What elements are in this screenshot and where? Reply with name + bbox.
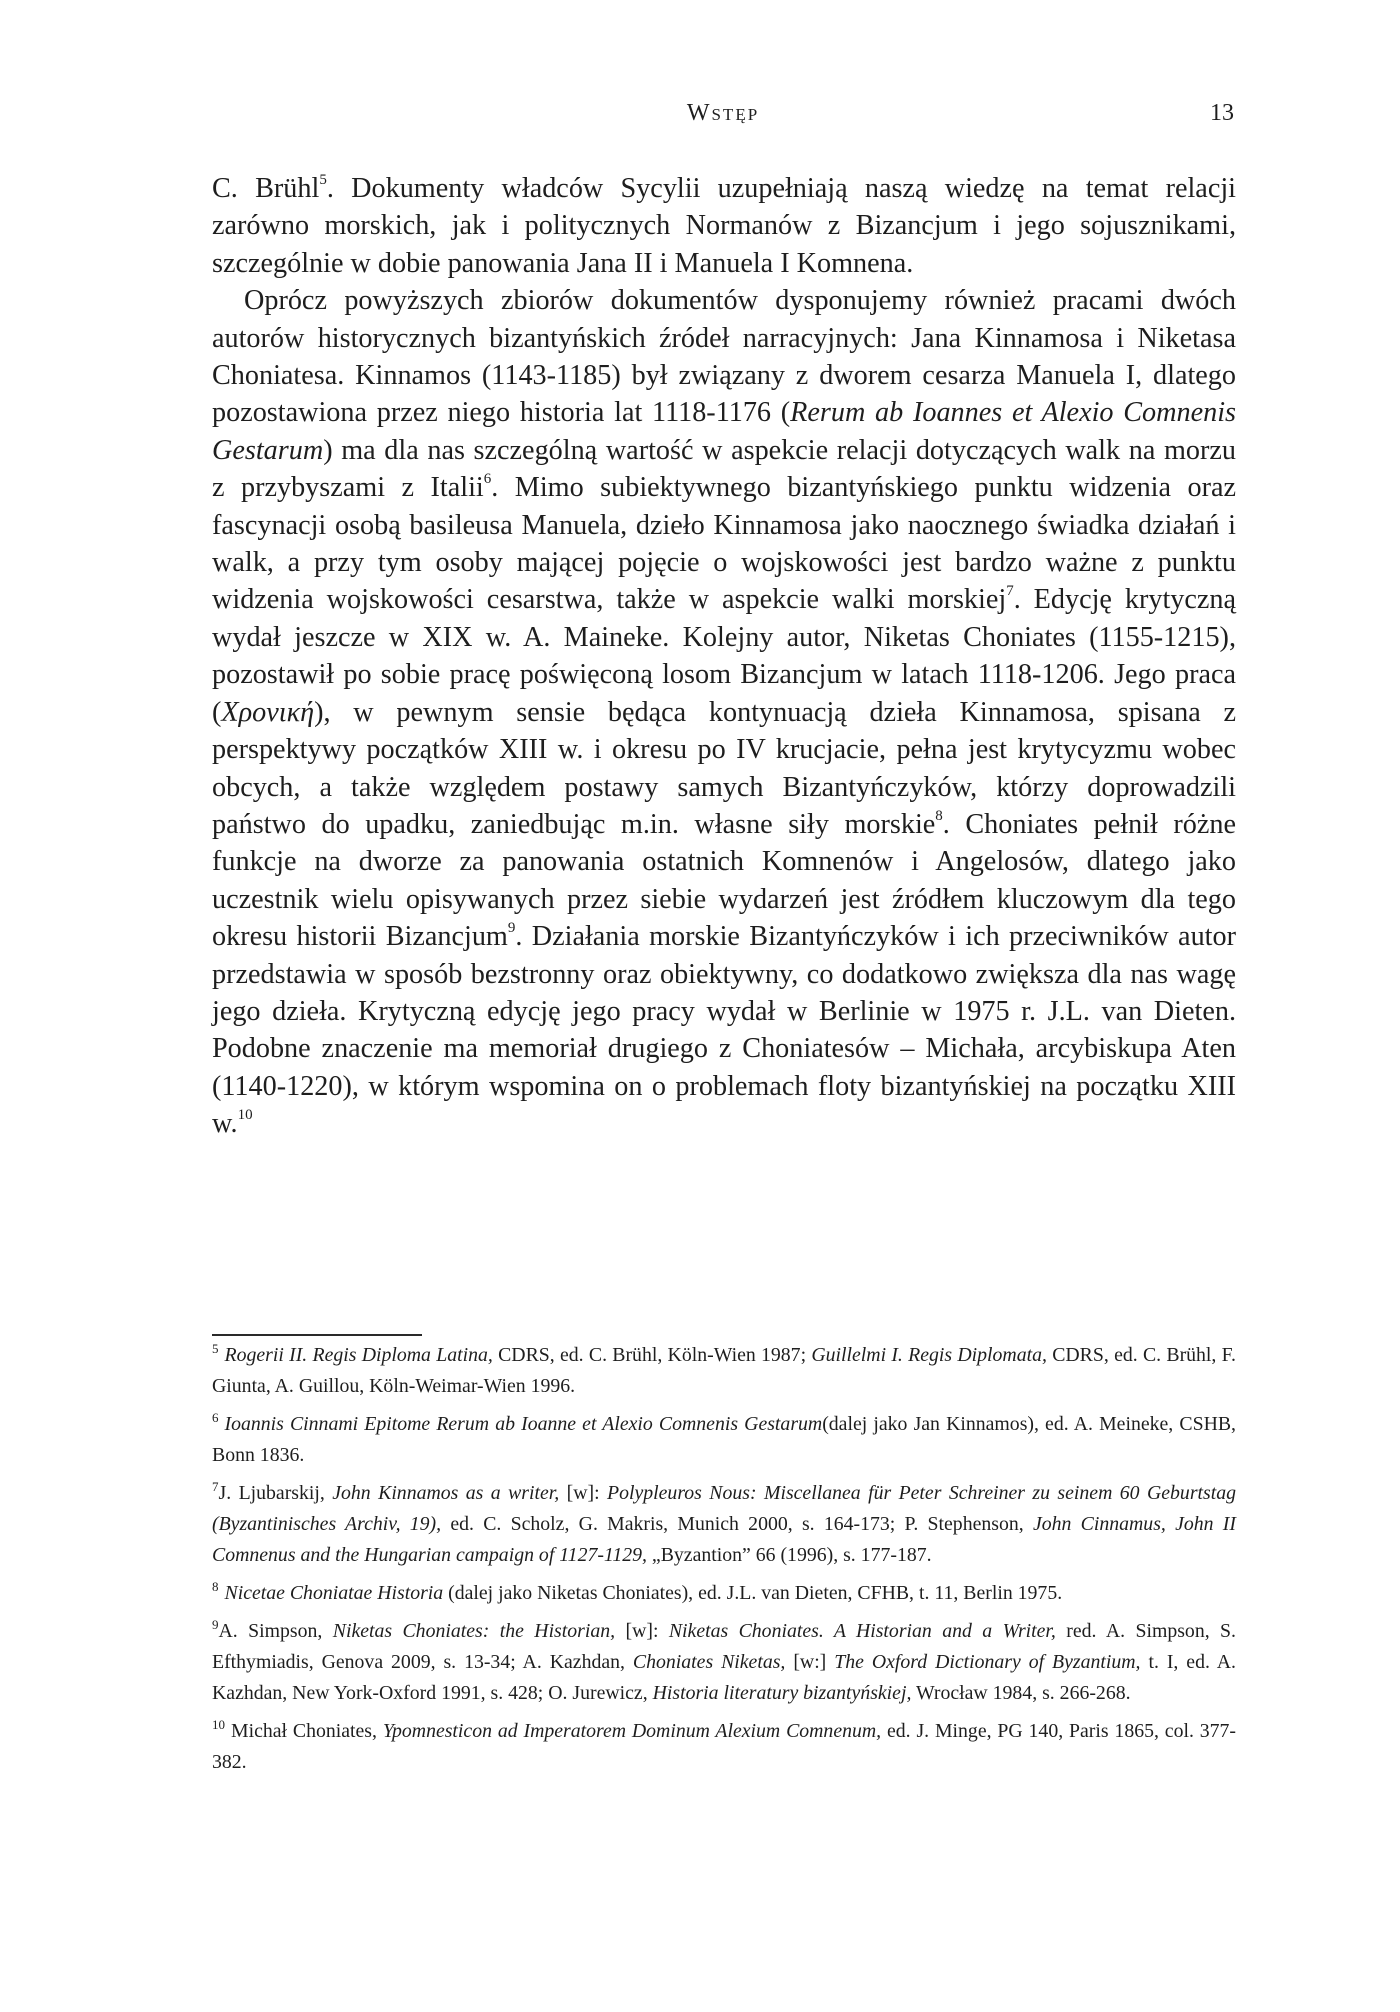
text-run: t. I, ed. A. Kazhdan, New York-Oxford 1991, s. 428; O. Jurewicz, [212,1651,1237,1704]
text-run: ed. C. Scholz, G. Makris, Munich 2000, s. 164-173; P. Stephenson, [441,1513,1033,1535]
footnote-6 [212,1409,1236,1471]
paragraph-1 [212,170,1236,282]
text-run: A. Simpson, [218,1620,333,1642]
text-run: ), w pewnym sensie będąca kontynuacją dzieła Kinnamosa, spisana z perspektywy początków XIII w. i okresu po IV krucjacie, pełna jest krytycyzmu wobec obcych, a także względem postawy samych Bizantyńczyków, którzy doprowadzili państwo do upadku, zaniedbując m.in. własne siły morskie [212,696,1236,840]
text-run: (dalej jako Niketas Choniates), ed. J.L. van Dieten, CFHB, t. 11, Berlin 1975. [443,1582,1063,1604]
italic-title: John Cinnamus, John II Comnenus and the Hungarian campaign of 1127-1129, [212,1513,1236,1566]
italic-title: Χρονική [221,696,315,728]
text-run: CDRS, ed. C. Brühl, Köln-Wien 1987; [492,1344,812,1366]
italic-title: Rerum ab Ioannes et Alexio Comnenis Gestarum [212,397,1236,466]
text-run: Wrocław 1984, s. 266-268. [911,1682,1131,1704]
running-header [212,100,1234,136]
text-run: (dalej jako Jan Kinnamos), ed. A. Meineke, CSHB, Bonn 1836. [212,1413,1236,1466]
footnote-ref-9: 9 [507,920,516,937]
italic-title: Ioannis Cinnami Epitome Rerum ab Ioanne et Alexio Comnenis Gestarum [224,1413,823,1435]
paragraph-2 [212,282,1236,1142]
text-run: . Mimo subiektywnego bizantyńskiego punktu widzenia oraz fascynacji osobą basileusa Manuela, dzieło Kinnamosa jako naocznego świadka działań i walk, a przy tym osoby mającej pojęcie o wojskowości jest bardzo ważne z punktu widzenia wojskowości cesarstwa, także w aspekcie walki morskiej [212,472,1236,616]
text-run: „Byzantion” 66 (1996), s. 177-187. [646,1544,932,1566]
italic-title: Niketas Choniates. A Historian and a Writer, [668,1620,1056,1642]
footnote-number: 10 [212,1717,225,1732]
text-run: [w:] [785,1651,835,1673]
italic-title: Nicetae Choniatae Historia [224,1582,444,1604]
text-run: Oprócz powyższych zbiorów dokumentów dysponujemy również pracami dwóch autorów historycznych bizantyńskich źródeł narracyjnych: Jana Kinnamosa i Niketasa Choniatesa. Kinnamos (1143-1185) był związany z dworem cesarza Manuela I, dlatego pozostawiona przez niego historia lat 1118-1176 ( [212,285,1236,429]
footnote-divider [212,1334,422,1336]
footnote-ref-6: 6 [483,471,492,488]
footnote-ref-7: 7 [1006,583,1014,600]
footnote-number: 9 [212,1617,219,1632]
chapter-title: Wstęp [686,100,760,126]
italic-title: Ypomnesticon ad Imperatorem Dominum Alexium Comnenum, [382,1720,882,1742]
text-run: ed. J. Minge, PG 140, Paris 1865, col. 377-382. [212,1720,1237,1773]
footnote-10 [212,1716,1236,1778]
footnote-number: 5 [212,1341,219,1356]
text-run: C. Brühl [212,173,320,204]
text-run: Michał Choniates, [231,1720,383,1742]
footnote-7 [212,1478,1236,1571]
footnotes [212,1340,1236,1785]
text-run: ) ma dla nas szczególną wartość w aspekcie relacji dotyczących walk na morzu z przybyszami z Italii [212,434,1236,504]
text-run: J. Ljubarskij, [218,1482,333,1504]
text-run: CDRS, ed. C. Brühl, F. Giunta, A. Guillou, Köln-Weimar-Wien 1996. [212,1344,1237,1397]
text-run: . Dokumenty władców Sycylii uzupełniają naszą wiedzę na temat relacji zarówno morskich, jak i politycznych Normanów z Bizancjum i jego sojusznikami, szczególnie w dobie panowania Jana II i Manuela I Komnena. [212,173,1236,279]
footnote-number: 6 [212,1410,219,1425]
footnote-number: 7 [212,1479,219,1494]
page-number: 13 [1210,100,1234,126]
footnote-8 [212,1578,1236,1609]
footnote-ref-5: 5 [319,172,327,188]
italic-title: Historia literatury bizantyńskiej, [652,1682,912,1704]
italic-title: Niketas Choniates: the Historian, [332,1620,616,1642]
text-run: [w]: [559,1482,608,1504]
text-run: red. A. Simpson, S. Efthymiadis, Genova 2009, s. 13-34; A. Kazhdan, [212,1620,1237,1673]
text-run: . Edycję krytyczną wydał jeszcze w XIX w. A. Maineke. Kolejny autor, Niketas Choniates (1155-1215), pozostawił po sobie pracę poświęconą losom Bizancjum w latach 1118-1206. Jego praca ( [212,584,1237,728]
footnote-number: 8 [212,1579,219,1594]
italic-title: Rogerii II. Regis Diploma Latina, [224,1344,493,1366]
main-text [212,170,1236,1143]
italic-title: Guillelmi I. Regis Diplomata, [811,1344,1047,1366]
footnote-9 [212,1616,1236,1709]
footnote-ref-8: 8 [935,807,943,824]
text-run: . Działania morskie Bizantyńczyków i ich przeciwników autor przedstawia w sposób bezstronny oraz obiektywny, co dodatkowo zwiększa dla nas wagę jego dzieła. Krytyczną edycję jego pracy wydał w Berlinie w 1975 r. J.L. van Dieten. Podobne znaczenie ma memoriał drugiego z Choniatesów – Michała, arcybiskupa Aten (1140-1220), w którym wspomina on o problemach floty bizantyńskiej na początku XIII w. [212,921,1236,1140]
italic-title: Polypleuros Nous: Miscellanea für Peter Schreiner zu seinem 60 Geburtstag (Byzantinisches Archiv, 19), [212,1482,1236,1535]
italic-title: John Kinnamos as a writer, [332,1482,560,1504]
text-run: . Choniates pełnił różne funkcje na dworze za panowania ostatnich Komnenów i Angelosów, dlatego jako uczestnik wielu opisywanych przez siebie wydarzeń jest źródłem kluczowym dla tego okresu historii Bizancjum [212,808,1236,953]
italic-title: Choniates Niketas, [632,1651,786,1673]
text-run: [w]: [615,1620,669,1642]
footnote-5 [212,1340,1236,1402]
italic-title: The Oxford Dictionary of Byzantium, [834,1651,1141,1673]
footnote-ref-10: 10 [237,1107,253,1124]
